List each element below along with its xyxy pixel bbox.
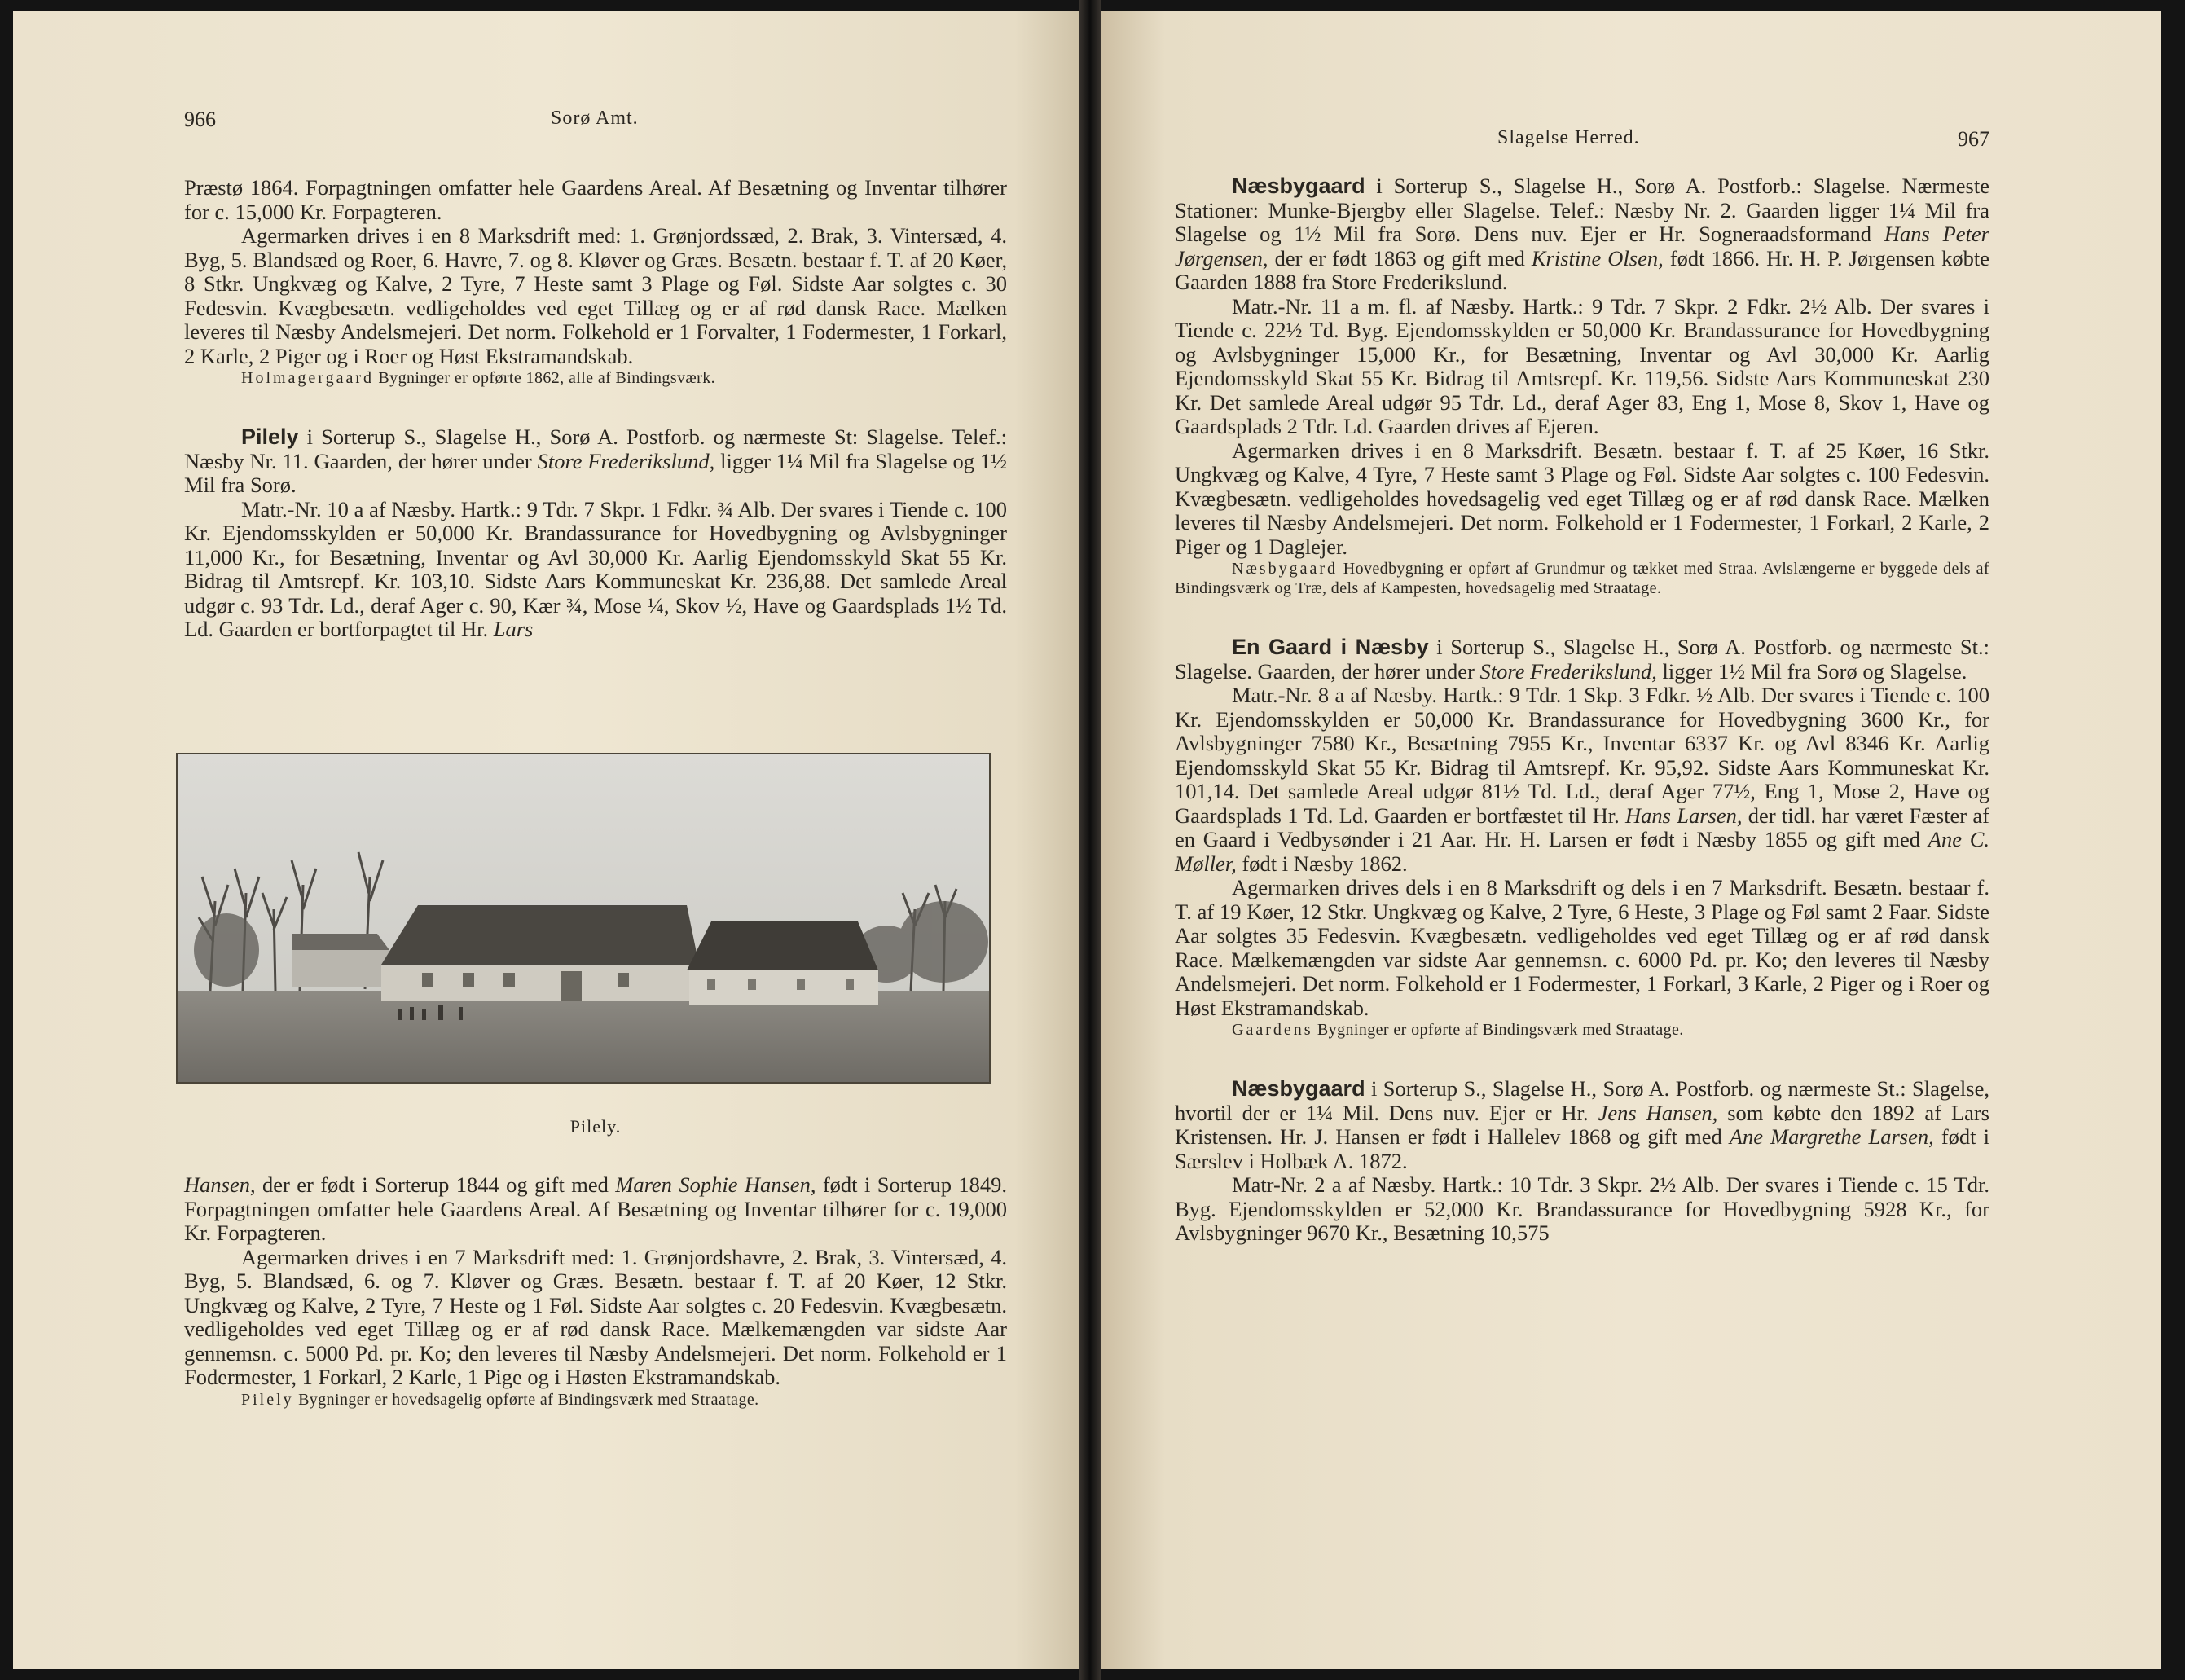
spacer (1175, 598, 1989, 635)
text-run: i Sorterup S., Slagelse H., Sorø A. Postforb. og nærmeste St.: Slagelse, hvortil der er 1¼ Mil. Dens nuv. Ejer er Hr. (1175, 1076, 1989, 1125)
text-run: i Sorterup S., Slagelse H., Sorø A. Postforb.: Slagelse. Nærmeste Stationer: Munke-Bjergby eller Slagelse. Telef.: Næsby Nr. 2. Gaarden ligger 1¼ Mil fra Slagelse og 1½ Mil fra Sorø. Dens nuv. Ejer er Hr. Sogneraadsformand (1175, 174, 1989, 246)
entry-intro (1175, 635, 1989, 684)
note-name: Pilely (241, 1390, 294, 1409)
italic-run: Lars (493, 617, 534, 641)
farm-photo (176, 753, 991, 1084)
italic-run: Hans Peter Jørgensen, (1175, 222, 1989, 270)
entry-intro (1175, 1077, 1989, 1173)
entry-intro (1175, 174, 1989, 295)
text-run: der er født 1863 og gift med (1268, 245, 1532, 270)
text-run: Matr.-Nr. 10 a af Næsby. Hartk.: 9 Tdr. 7 Skpr. 1 Fdkr. ¾ Alb. Der svares i Tiende c. 100 Kr. Ejendomsskylden er 50,000 Kr. Brandassurance for Hovedbygning og Avlsbygninger 11,000 Kr., for Besætning, Inventar og Avl 30,000 Kr. Aarlig Ejendomsskyld Skat 55 Kr. Bidrag til Amtsrepf. Kr. 103,10. Sidste Aars Kommuneskat Kr. 236,88. Det samlede Areal udgør c. 93 Tdr. Ld., deraf Ager c. 90, Kær ¾, Mose ¼, Skov ½, Have og Gaardsplads 1½ Td. Ld. Gaarden er bortforpagtet til Hr. (184, 496, 1007, 641)
note-text: Bygninger er opførte af Bindingsværk med Straatage. (1312, 1021, 1684, 1039)
note-text: Bygninger er hovedsagelig opførte af Bindingsværk med Straatage. (293, 1390, 759, 1409)
paragraph: Agermarken drives i en 8 Marksdrift med: 1. Grønjordssæd, 2. Brak, 3. Vintersæd, 4. Byg, 5. Blandsæd og Roer, 6. Havre, 7. og 8. Kløver og Græs. Besætn. bestaar f. T. af 20 Køer, 8 Stkr. Ungkvæg og Kalve, 2 Tyre, 7 Heste samt 3 Plage og Føl. Sidste Aar solgtes c. 30 Fedesvin. Kvægbesætn. vedligeholdes ved eget Tillæg og er af rød dansk Race. Mælken leveres til Næsby Andelsmejeri. Det norm. Folkehold er 1 Forvalter, 1 Fodermester, 1 Forkarl, 2 Karle, 2 Piger og i Roer og Høst Ekstramandskab. (184, 223, 1007, 368)
paragraph: Agermarken drives i en 8 Marksdrift. Besætn. bestaar f. T. af 25 Køer, 16 Stkr. Ungkvæg og Kalve, 4 Tyre, 7 Heste samt 3 Plage og Føl. Sidste Aar solgtes c. 100 Fedesvin. Kvægbesætn. vedligeholdes hovedsagelig ved eget Tillæg og er af rød dansk Race. Mælken leveres til Næsby Andelsmejeri. Det norm. Folkehold er 1 Fodermester, 1 Forkarl, 2 Karle, 2 Piger og 1 Daglejer. (1175, 438, 1989, 559)
note-name: Næsbygaard (1232, 560, 1338, 578)
text-run: født i Særslev i Holbæk A. 1872. (1175, 1124, 1989, 1173)
left-page (13, 11, 1079, 1669)
left-header (184, 108, 1007, 148)
left-bottom-text (184, 1173, 1007, 1410)
italic-run: Ane C. Møller, (1175, 827, 1990, 876)
building-note (184, 1390, 1007, 1410)
text-run: Matr.-Nr. 8 a af Næsby. Hartk.: 9 Tdr. 1 Skp. 3 Fdkr. ½ Alb. Der svares i Tiende c. 100 Kr. Ejendomsskylden er 50,000 Kr. Brandassurance for Hovedbygning 3600 Kr., for Avlsbygninger 7580 Kr., Besætning 7955 Kr., Inventar 6337 Kr. og Avl 8346 Kr. Aarlig Ejendomsskyld Skat 55 Kr. Bidrag til Amtsrepf. Kr. 95,92. Sidste Aars Kommuneskat Kr. 101,14. Det samlede Areal udgør 81½ Td. Ld., deraf Ager 77½, Eng 1, Mose 2, Have og Gaardsplads 1 Td. Ld. Gaarden er bortfæstet til Hr. (1175, 683, 1989, 828)
running-head: Sorø Amt. (551, 108, 639, 129)
italic-run: Store Frederikslund, (1479, 658, 1657, 684)
paragraph (184, 498, 1007, 642)
building-note (1175, 559, 1989, 598)
note-name: Gaardens (1232, 1021, 1313, 1039)
text-run: der er født i Sorterup 1844 og gift med (255, 1172, 616, 1197)
spacer (1175, 1040, 1989, 1077)
paragraph (1175, 684, 1989, 876)
note-text: Hovedbygning er opført af Grundmur og tækket med Straa. Avlslængerne er byggede dels af Bindingsværk og Træ, dels af Kampesten, hovedsagelig med Straatage. (1175, 560, 1989, 597)
italic-run: Kristine Olsen, (1531, 245, 1664, 270)
text-run: født i Sorterup 1849. Forpagtningen omfatter hele Gaardens Areal. Af Besætning og Inventar tilhører for c. 19,000 Kr. Forpagteren. (184, 1172, 1007, 1245)
paragraph: Matr-Nr. 2 a af Næsby. Hartk.: 10 Tdr. 3 Skpr. 2½ Alb. Der svares i Tiende c. 15 Tdr. Byg. Ejendomsskylden er 52,000 Kr. Brandassurance for Hovedbygning 5928 Kr., for Avlsbygninger 9670 Kr., Besætning 10,575 (1175, 1172, 1989, 1245)
italic-run: Hansen, (184, 1172, 256, 1197)
italic-run: Jens Hansen, (1598, 1100, 1718, 1125)
right-header (1175, 127, 1989, 168)
right-text (1175, 174, 1989, 1246)
right-page (1101, 11, 2161, 1669)
text-run: som købte den 1892 af Lars Kristensen. Hr. J. Hansen er født i Hallelev 1868 og gift med (1175, 1100, 1989, 1149)
entry-intro (184, 425, 1007, 498)
italic-run: Ane Margrethe Larsen, (1729, 1124, 1934, 1149)
text-run: i Sorterup S., Slagelse H., Sorø A. Postforb. og nærmeste St: Slagelse. Telef.: Næsby Nr. 11. Gaarden, der hører under (184, 424, 1007, 473)
italic-run: Maren Sophie Hansen, (615, 1172, 816, 1197)
italic-run: Store Frederikslund, (537, 448, 715, 473)
farm-photo-image (178, 754, 989, 1082)
running-head: Slagelse Herred. (1497, 127, 1640, 148)
photo-caption: Pilely. (569, 1116, 622, 1137)
paragraph: Agermarken drives i en 7 Marksdrift med: 1. Grønjordshavre, 2. Brak, 3. Vintersæd, 4. Byg, 5. Blandsæd, 6. og 7. Kløver og Græs. Besætn. bestaar f. T. af 20 Køer, 12 Stkr. Ungkvæg og Kalve, 2 Tyre, 7 Heste og 1 Føl. Sidste Aar solgtes c. 20 Fedesvin. Kvægbesætn. vedligeholdes ved eget Tillæg og er af rød dansk Race. Mælkemængden var sidste Aar gennemsn. c. 5000 Pd. pr. Ko; den leveres til Næsby Andelsmejeri. Det norm. Folkehold er 1 Fodermester, 1 Forkarl, 2 Karle, 1 Pige og i Høsten Ekstramandskab. (184, 1244, 1007, 1389)
book-binding (1079, 0, 1101, 1680)
entry-heading: En Gaard i Næsby (1232, 635, 1429, 659)
entry-heading: Næsbygaard (1232, 1076, 1365, 1101)
left-top-text (184, 176, 1007, 642)
text-run: født 1866. Hr. H. P. Jørgensen købte Gaarden 1888 fra Store Frederikslund. (1175, 245, 1989, 294)
building-note (1175, 1020, 1989, 1040)
italic-run: Hans Larsen, (1625, 803, 1743, 828)
text-run: i Sorterup S., Slagelse H., Sorø A. Postforb. og nærmeste St.: Slagelse. Gaarden, der hører under (1175, 635, 1989, 684)
note-name: Holmagergaard (241, 369, 375, 387)
paragraph: Agermarken drives dels i en 8 Marksdrift og dels i en 7 Marksdrift. Besætn. bestaar f. T. af 19 Køer, 12 Stkr. Ungkvæg og Kalve, 2 Tyre, 6 Heste, 3 Plage og Føl samt 2 Faar. Sidste Aar solgtes 35 Fedesvin. Kvægbesætn. vedligeholdes ved eget Tillæg og er af rød dansk Race. Mælkemængden var sidste Aar gennemsn. c. 6000 Pd. pr. Ko; den leveres til Næsby Andelsmejeri. Det norm. Folkehold er 1 Fodermester, 1 Forkarl, 3 Karle, 2 Piger og i Roer og Høst Ekstramandskab. (1175, 875, 1989, 1020)
text-run: ligger 1½ Mil fra Sorø og Slagelse. (1656, 658, 1967, 684)
building-note (184, 368, 1007, 388)
paragraph (184, 1173, 1007, 1246)
spacer (184, 388, 1007, 425)
text-run: født i Næsby 1862. (1236, 851, 1408, 876)
paragraph: Præstø 1864. Forpagtningen omfatter hele Gaardens Areal. Af Besætning og Inventar tilhører for c. 15,000 Kr. Forpagteren. (184, 175, 1007, 224)
entry-heading: Næsbygaard (1232, 174, 1365, 198)
paragraph: Matr.-Nr. 11 a m. fl. af Næsby. Hartk.: 9 Tdr. 7 Skpr. 2 Fdkr. 2½ Alb. Der svares i Tiende c. 22½ Td. Byg. Ejendomsskylden er 50,000 Kr. Brandassurance for Hovedbygning og Avlsbygninger 15,000 Kr., for Besætning, Inventar og Avl 30,000 Kr. Aarlig Ejendomsskyld Skat 55 Kr. Bidrag til Amtsrepf. Kr. 119,56. Sidste Aars Kommuneskat 230 Kr. Det samlede Areal udgør 95 Tdr. Ld., deraf Ager 83, Eng 1, Mose 8, Skov 1, Have og Gaardsplads 2 Tdr. Ld. Gaarden drives af Ejeren. (1175, 293, 1989, 438)
text-run: der tidl. har været Fæster af en Gaard i Vedbysønder i 21 Aar. Hr. H. Larsen er født i Næsby 1855 og gift med (1175, 803, 1990, 851)
entry-heading: Pilely (241, 424, 299, 449)
page-number: 967 (1958, 127, 1989, 151)
text-run: ligger 1¼ Mil fra Slagelse og 1½ Mil fra Sorø. (184, 448, 1007, 497)
note-text: Bygninger er opførte 1862, alle af Bindingsværk. (374, 369, 715, 387)
page-number: 966 (184, 108, 216, 131)
